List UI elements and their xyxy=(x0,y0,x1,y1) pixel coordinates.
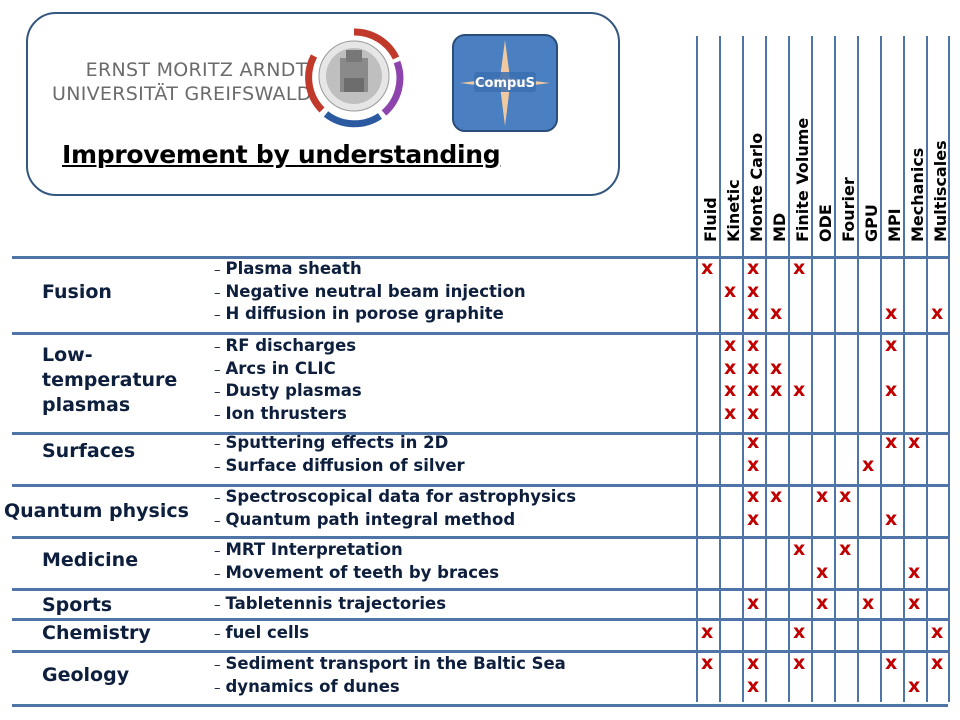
list-item xyxy=(214,359,336,381)
method-mark: x xyxy=(908,431,921,453)
method-mark: x xyxy=(862,592,875,614)
category-label: Quantum physics xyxy=(4,500,189,522)
method-mark: x xyxy=(747,401,760,424)
column-header-label: Finite Volume xyxy=(793,117,812,242)
column-header-label: GPU xyxy=(862,204,881,242)
category-label: Chemistry xyxy=(42,622,151,644)
method-mark: x xyxy=(770,379,783,402)
list-item xyxy=(214,563,499,585)
list-item-label: dynamics of dunes xyxy=(225,676,400,696)
method-mark: x xyxy=(724,401,737,424)
method-mark: x xyxy=(793,538,806,560)
list-item xyxy=(214,654,566,676)
page-title: Improvement by understanding xyxy=(62,140,501,169)
method-mark: x xyxy=(816,485,829,507)
column-header xyxy=(814,10,837,242)
row-divider xyxy=(12,536,948,539)
dash-bullet: – xyxy=(214,308,221,324)
method-mark: x xyxy=(816,560,829,583)
dash-bullet: – xyxy=(214,491,221,506)
category-label: Medicine xyxy=(42,549,139,571)
list-item-label: Negative neutral beam injection xyxy=(225,281,526,301)
compus-logo xyxy=(452,34,558,132)
list-item xyxy=(214,282,526,304)
dash-bullet: – xyxy=(214,658,221,673)
list-item-label: Dusty plasmas xyxy=(225,381,362,401)
university-name-line1: ERNST MORITZ ARNDT xyxy=(85,59,308,81)
list-item-label: MRT Interpretation xyxy=(225,540,403,559)
method-mark: x xyxy=(701,621,714,643)
list-item xyxy=(214,594,446,616)
list-item xyxy=(214,336,356,358)
method-mark: x xyxy=(701,257,714,279)
method-mark: x xyxy=(747,356,760,379)
method-mark: x xyxy=(770,302,783,325)
method-mark: x xyxy=(816,592,829,614)
list-item-label: Arcs in CLIC xyxy=(225,358,336,378)
row-divider xyxy=(12,332,948,335)
row-divider xyxy=(12,704,948,707)
method-mark: x xyxy=(724,279,737,302)
list-item xyxy=(214,259,362,281)
method-mark: x xyxy=(931,621,944,643)
list-item xyxy=(214,381,362,403)
column-header xyxy=(699,10,722,242)
dash-bullet: – xyxy=(214,407,221,423)
method-mark: x xyxy=(747,334,760,356)
category-label: Sports xyxy=(42,594,113,616)
method-mark: x xyxy=(793,652,806,674)
dash-bullet: – xyxy=(214,263,221,278)
list-item-label: Ion thrusters xyxy=(225,403,347,423)
compus-logo-text: CompuS xyxy=(475,76,535,91)
method-mark: x xyxy=(747,379,760,402)
row-divider xyxy=(12,650,948,653)
row-divider xyxy=(12,588,948,591)
list-item xyxy=(214,456,465,478)
method-mark: x xyxy=(747,652,760,674)
method-mark: x xyxy=(724,379,737,402)
method-mark: x xyxy=(747,257,760,279)
university-name-line2: UNIVERSITÄT GREIFSWALD xyxy=(52,83,312,105)
list-item-label: Plasma sheath xyxy=(225,259,362,278)
list-item xyxy=(214,677,400,699)
category-label: Surfaces xyxy=(42,440,136,462)
method-mark: x xyxy=(885,379,898,402)
method-mark: x xyxy=(747,431,760,453)
dash-bullet: – xyxy=(214,566,221,582)
list-item xyxy=(214,623,309,645)
method-mark: x xyxy=(862,453,875,476)
method-mark: x xyxy=(747,592,760,614)
method-mark: x xyxy=(839,538,852,560)
column-header-label: MD xyxy=(770,212,789,242)
list-item-label: RF discharges xyxy=(225,336,357,355)
dash-bullet: – xyxy=(214,544,221,559)
category-label: Low-temperature plasmas xyxy=(42,344,178,416)
method-mark: x xyxy=(885,652,898,674)
column-header-label: Fluid xyxy=(701,197,720,242)
method-mark: x xyxy=(747,485,760,507)
dash-bullet: – xyxy=(214,437,221,452)
method-mark: x xyxy=(724,356,737,379)
column-header-label: Mechanics xyxy=(908,147,927,242)
method-mark: x xyxy=(724,334,737,356)
column-header xyxy=(837,10,860,242)
column-header xyxy=(906,10,929,242)
method-mark: x xyxy=(885,302,898,325)
method-mark: x xyxy=(793,379,806,402)
column-header xyxy=(745,10,768,242)
list-item-label: Sputtering effects in 2D xyxy=(225,433,449,452)
list-item-label: Surface diffusion of silver xyxy=(225,455,465,475)
list-item xyxy=(214,510,515,532)
method-mark: x xyxy=(931,652,944,674)
column-header-label: Multiscales xyxy=(931,140,950,242)
column-header xyxy=(929,10,952,242)
method-mark: x xyxy=(770,356,783,379)
method-mark: x xyxy=(793,621,806,643)
dash-bullet: – xyxy=(214,362,221,378)
method-mark: x xyxy=(908,560,921,583)
list-item xyxy=(214,404,347,426)
dash-bullet: – xyxy=(214,340,221,355)
method-mark: x xyxy=(747,507,760,530)
column-header xyxy=(883,10,906,242)
category-label: Geology xyxy=(42,664,130,686)
list-item-label: fuel cells xyxy=(225,623,310,642)
dash-bullet: – xyxy=(214,627,221,642)
column-header-label: Kinetic xyxy=(724,179,743,242)
university-seal-logo xyxy=(304,28,404,128)
column-header-label: Monte Carlo xyxy=(747,132,766,242)
row-divider xyxy=(12,432,948,435)
dash-bullet: – xyxy=(214,285,221,301)
dash-bullet: – xyxy=(214,385,221,401)
method-mark: x xyxy=(931,302,944,325)
method-mark: x xyxy=(747,453,760,476)
column-header xyxy=(722,10,745,242)
column-header-label: MPI xyxy=(885,208,904,242)
method-mark: x xyxy=(747,302,760,325)
method-mark: x xyxy=(793,257,806,279)
column-divider xyxy=(696,36,698,702)
method-mark: x xyxy=(747,674,760,697)
list-item xyxy=(214,304,504,326)
list-item xyxy=(214,487,576,509)
dash-bullet: – xyxy=(214,513,221,529)
column-header-label: Fourier xyxy=(839,177,858,242)
dash-bullet: – xyxy=(214,680,221,696)
method-mark: x xyxy=(885,507,898,530)
list-item-label: Sediment transport in the Baltic Sea xyxy=(225,654,566,673)
method-mark: x xyxy=(908,674,921,697)
column-header xyxy=(791,10,814,242)
dash-bullet: – xyxy=(214,598,221,613)
column-header-label: ODE xyxy=(816,204,835,242)
row-divider xyxy=(12,256,948,259)
list-item xyxy=(214,540,403,562)
list-item-label: Quantum path integral method xyxy=(225,509,516,529)
method-mark: x xyxy=(885,431,898,453)
method-mark: x xyxy=(908,592,921,614)
list-item-label: Tabletennis trajectories xyxy=(225,594,447,613)
dash-bullet: – xyxy=(214,459,221,475)
university-name xyxy=(52,58,312,106)
list-item xyxy=(214,433,448,455)
category-label: Fusion xyxy=(42,281,112,303)
column-header xyxy=(860,10,883,242)
method-mark: x xyxy=(747,279,760,302)
method-mark: x xyxy=(701,652,714,674)
method-mark: x xyxy=(770,485,783,507)
list-item-label: Movement of teeth by braces xyxy=(225,562,500,582)
method-mark: x xyxy=(885,334,898,356)
method-mark: x xyxy=(839,485,852,507)
column-header xyxy=(768,10,791,242)
list-item-label: Spectroscopical data for astrophysics xyxy=(225,487,577,506)
list-item-label: H diffusion in porose graphite xyxy=(225,304,504,324)
